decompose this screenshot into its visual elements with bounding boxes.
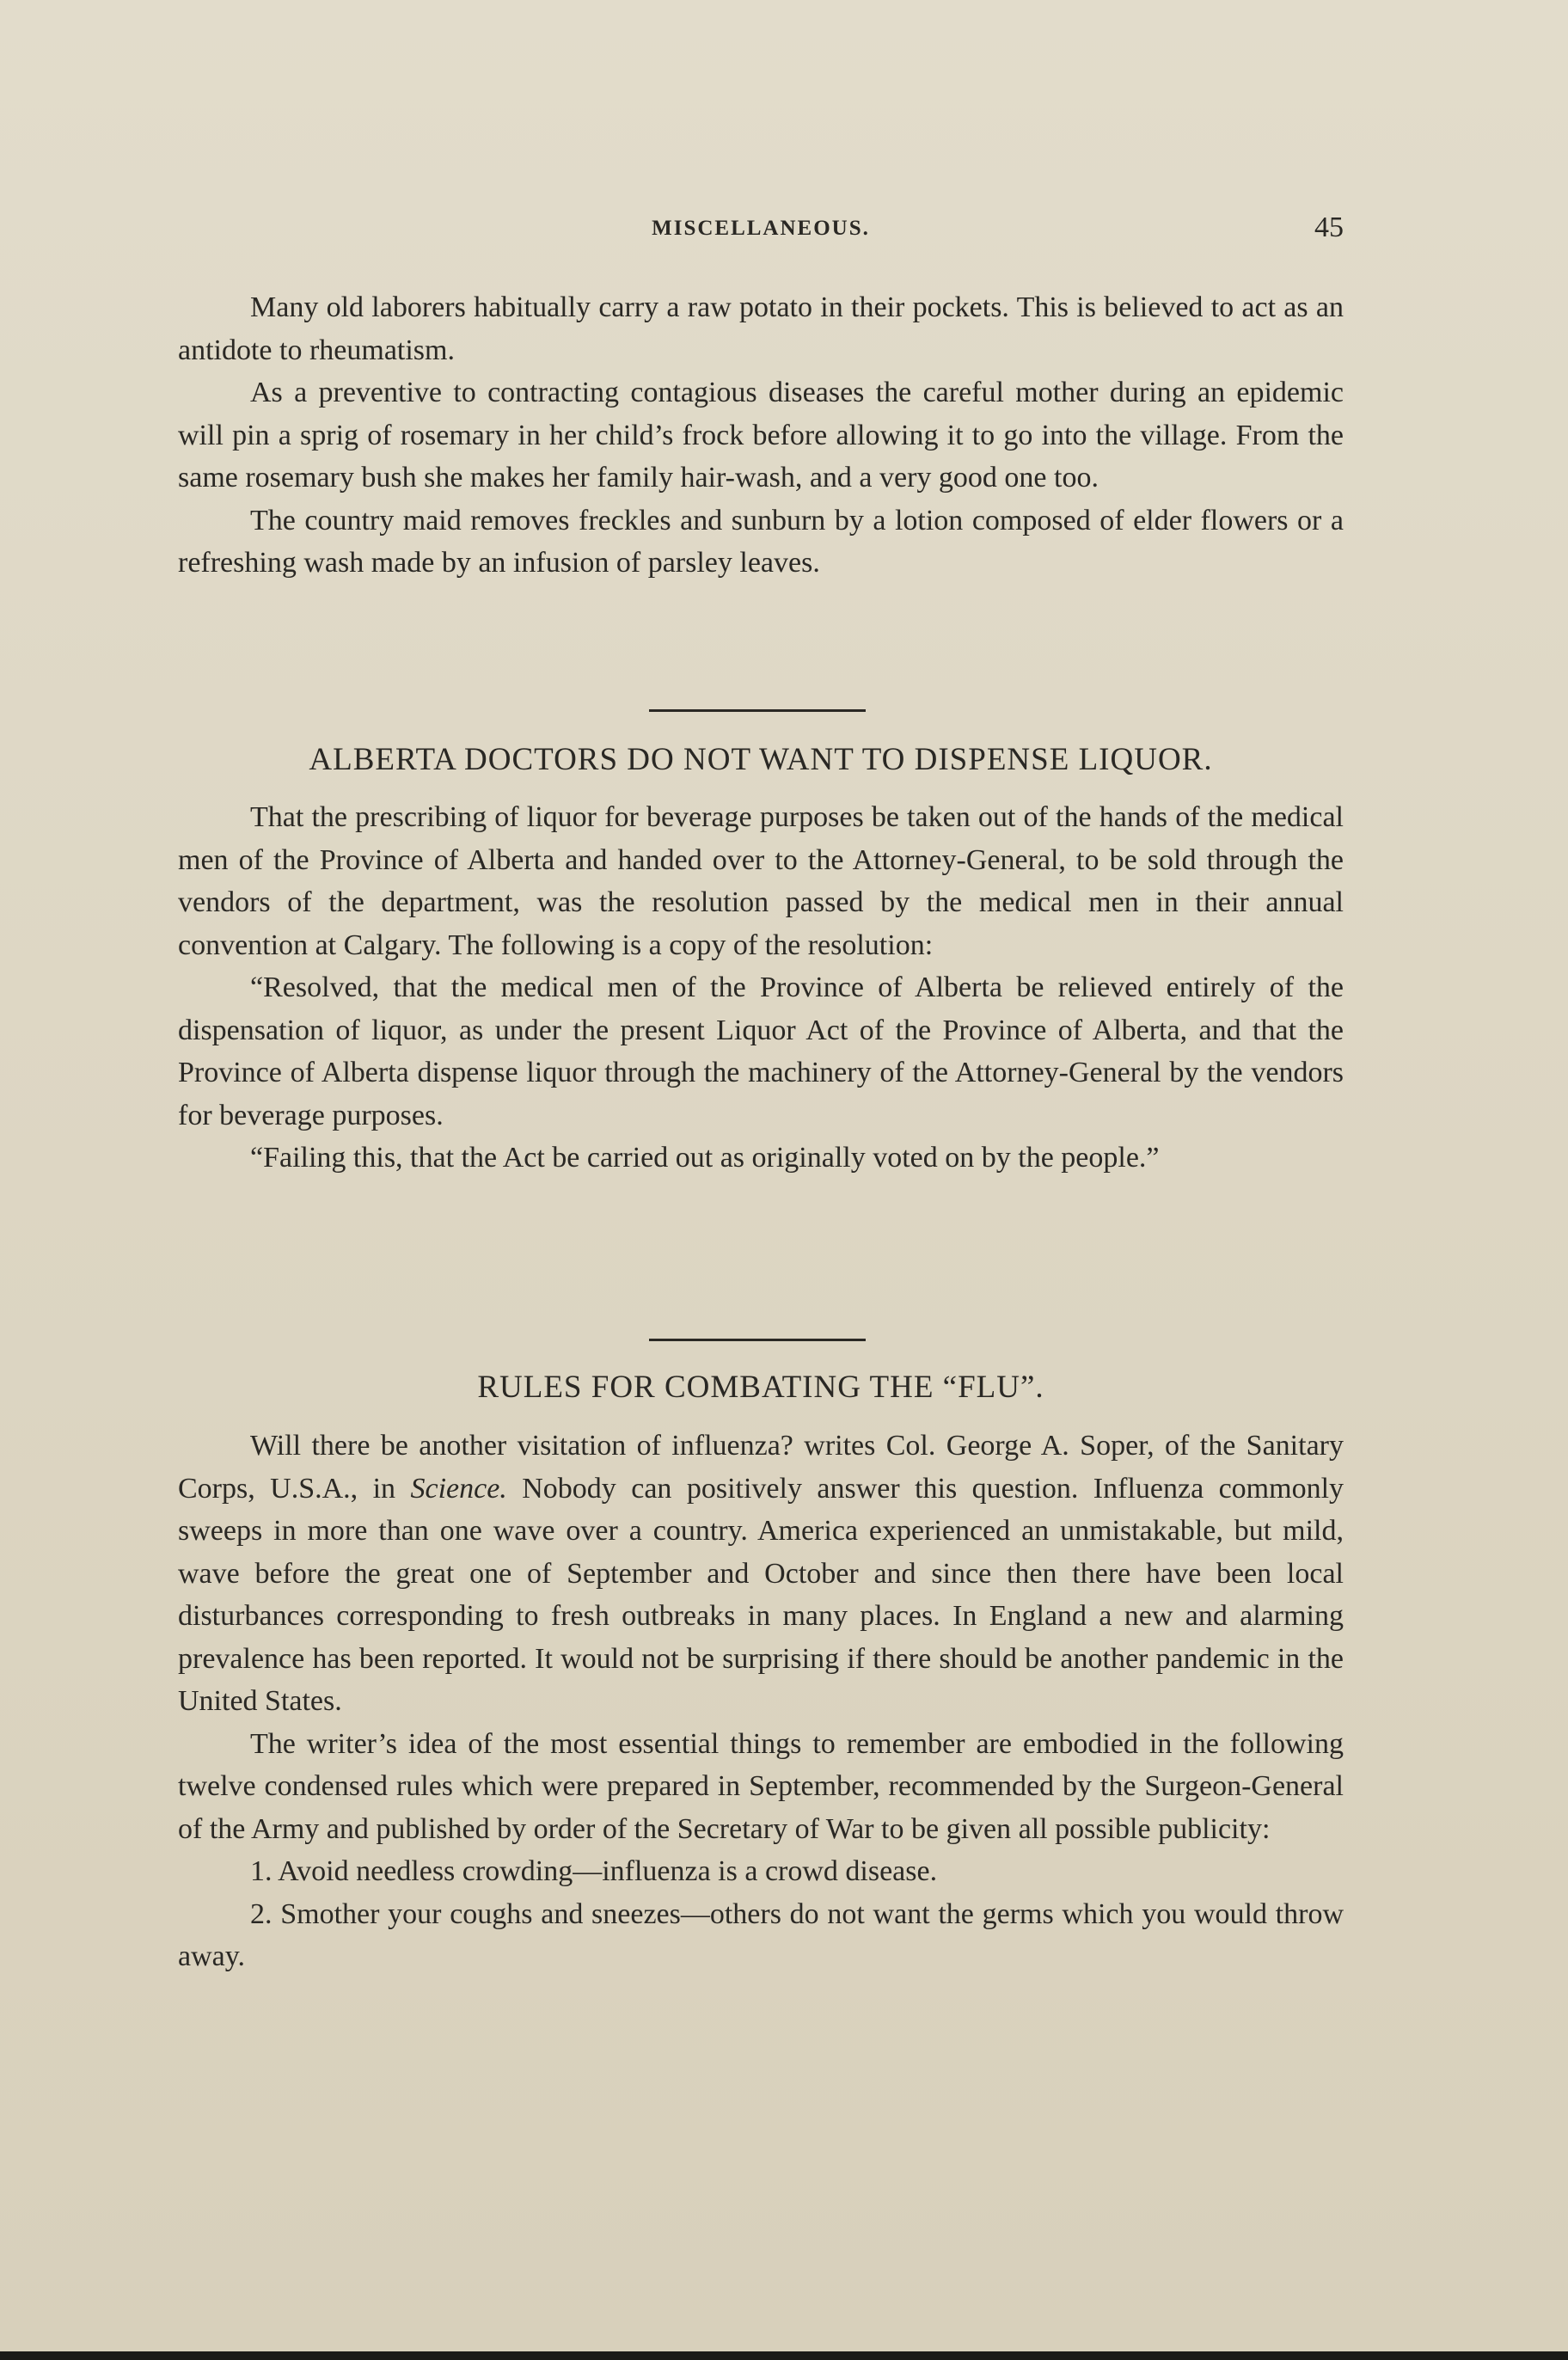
- section-heading-alberta: ALBERTA DOCTORS DO NOT WANT TO DISPENSE LIQUOR.: [309, 742, 1213, 777]
- paragraph: [178, 1425, 1344, 1723]
- paragraph: That the prescribing of liquor for beverage purposes be taken out of the hands of the medical men of the Province of Alberta and handed over to the Attorney-General, to be sold through the vendors of the department, was the resolution passed by the medical men in their annual convention at Calgary. The following is a copy of the resolution:: [178, 801, 1344, 961]
- page-bottom-edge: [0, 2351, 1568, 2360]
- paragraph: “Failing this, that the Act be carried out as originally voted on by the people.”: [250, 1142, 1160, 1174]
- section-heading-flu: RULES FOR COMBATING THE “FLU”.: [477, 1370, 1044, 1405]
- section-flu-rules: [178, 1425, 1344, 1978]
- running-head-title: MISCELLANEOUS.: [652, 217, 870, 240]
- journal-title: Science.: [410, 1472, 507, 1505]
- paragraph: The writer’s idea of the most essential things to remember are embodied in the following twelve condensed rules which were prepared in September, recommended by the Surgeon-General of the Army and published by order of the Secretary of War to be given all possible publicity:: [178, 1727, 1344, 1845]
- running-head: [178, 211, 1344, 251]
- rule-item: 1. Avoid needless crowding—influenza is a crowd disease.: [250, 1855, 938, 1887]
- section-folk-remedies: [178, 286, 1344, 585]
- section-divider-rule: [649, 709, 866, 712]
- paragraph: As a preventive to contracting contagious diseases the careful mother during an epidemic will pin a sprig of rosemary in her child’s frock before allowing it to go into the village. From the same rosemary bush she makes her family hair-wash, and a very good one too.: [178, 377, 1344, 493]
- rule-item: 2. Smother your coughs and sneezes—others do not want the germs which you would throw away.: [178, 1897, 1344, 1972]
- paragraph: The country maid removes freckles and sunburn by a lotion composed of elder flowers or a refreshing wash made by an infusion of parsley leaves.: [178, 504, 1344, 579]
- paragraph-text: Nobody can positively answer this question. Influenza commonly sweeps in more than one wave over a country. America experienced an unmistakable, but mild, wave before the great one of September and October and since then there have been local disturbances corresponding to fresh outbreaks in many places. In England a new and alarming prevalence has been reported. It would not be surprising if there should be another pandemic in the United States.: [178, 1472, 1344, 1717]
- section-alberta-doctors: [178, 796, 1344, 1180]
- paragraph: Many old laborers habitually carry a raw potato in their pockets. This is believed to act as an antidote to rheumatism.: [178, 291, 1344, 366]
- paragraph-text: Will there be another visitation of influenza? writes Col. George A. Soper, of the Sanitary Corps, U.S.A., in: [178, 1430, 1344, 1505]
- section-divider-rule: [649, 1339, 866, 1341]
- page-number: 45: [1314, 211, 1344, 243]
- paragraph: “Resolved, that the medical men of the Province of Alberta be relieved entirely of the dispensation of liquor, as under the present Liquor Act of the Province of Alberta, and that the Province of Alberta dispense liquor through the machinery of the Attorney-General by the vendors for beverage purposes.: [178, 972, 1344, 1131]
